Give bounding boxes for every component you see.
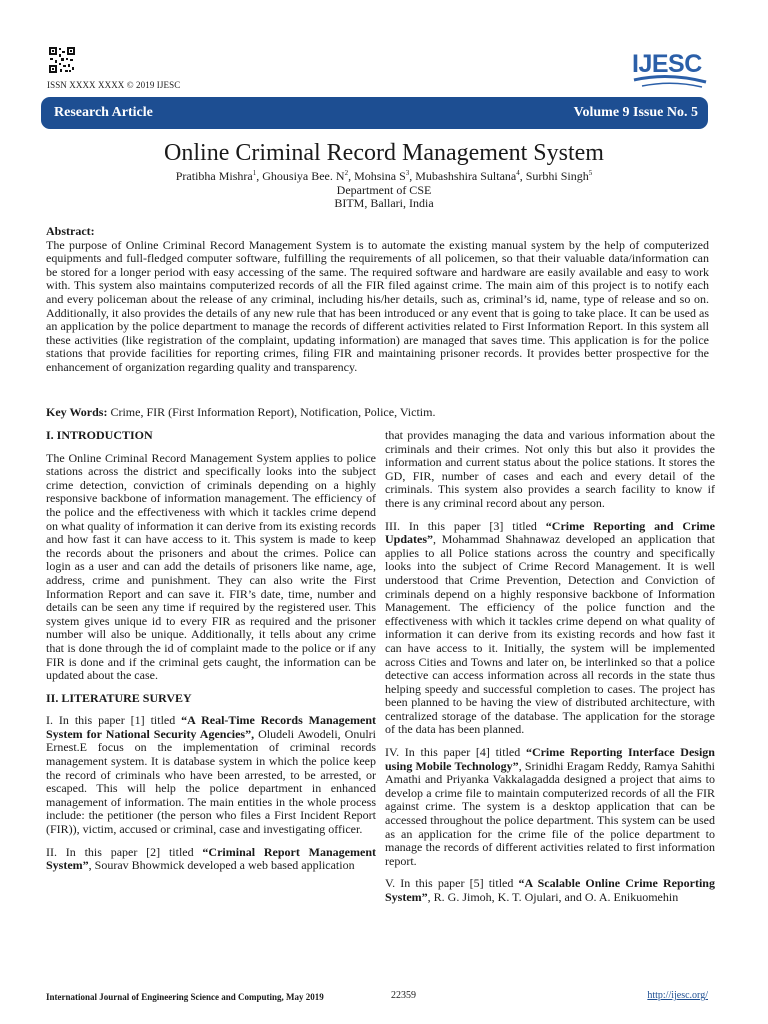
ref-title: “Crime Reporting and Crime Updates” <box>385 518 715 547</box>
lit-paragraph-1 <box>46 714 376 836</box>
ref-body: Oludeli Awodeli, Onulri Ernest.E focus on the implementation of criminal records management system. It is database system in which the police keep the record of criminals who have been arrested, to be arrested, or escaped. This will help the police department in enhanced management of information. The main entities in the whole process include: the petitioner (the person who files a First Incident Report (FIR)), victim, accused or criminal, case and investigating officer. <box>46 726 377 837</box>
author-affil: 3 <box>405 169 410 177</box>
article-type: Research Article <box>54 105 153 120</box>
section-heading-introduction: I. INTRODUCTION <box>46 428 153 442</box>
journal-logo <box>632 50 708 90</box>
logo-text: IJESC <box>632 50 702 78</box>
ref-title: “A Real-Time Records Management System for National Security Agencies”, <box>46 713 376 741</box>
department: Department of CSE <box>336 182 432 197</box>
right-column <box>385 429 715 914</box>
journal-name: International Journal of Engineering Science and Computing, May 2019 <box>46 992 324 1002</box>
left-column <box>46 429 376 882</box>
ref-lead: IV. In this paper [4] titled <box>385 745 526 760</box>
author-list: Pratibha Mishra$^1$, Ghousiya Bee. $N^2$, Mohsina $S^3$, Mubashshira Sultana$^4$, Surbhi Singh$^5$ <box>175 169 593 183</box>
ref-lead: I. In this paper [1] titled <box>46 713 182 728</box>
author-affil: 4 <box>516 169 520 177</box>
keywords-label: Key Words: <box>46 405 108 419</box>
institution: BITM, Ballari, India <box>334 196 434 210</box>
ref-title: “A Scalable Online Crime Reporting System” <box>385 876 715 904</box>
author-name: Surbhi Singh <box>525 169 589 183</box>
ref-body: , Srinidhi Eragam Reddy, Ramya Sahithi Amathi and Priyanka Vakkalagadda designed a project that aims to develop a crime file to maintain computerized records of all the FIR against crime. The system is a desktop application that can be accessed throughout the police department. This system can be used as an application for the crime file of the police department to manage the records of different activities related to first information report. <box>385 758 715 868</box>
lit-paragraph-5 <box>385 877 715 904</box>
lit-paragraph-3 <box>385 520 715 738</box>
ref-body: , R. G. Jimoh, K. T. Ojulari, and O. A. Enikuomehin <box>427 890 679 904</box>
ref-title: “Crime Reporting Interface Design using Mobile Technology” <box>385 745 715 773</box>
ref-lead: III. In this paper [3] titled <box>385 518 546 533</box>
article-type-band <box>41 97 708 129</box>
abstract <box>46 225 709 375</box>
lit-paragraph-2-continued: that provides managing the data and various information about the criminals and their crimes. Not only this but also it provides the information and current status about the police stations. It stores the GD, FIR, number of cases and each and every detail of the criminals. This system also provides a search facility to know if there is any criminal record about any person. <box>385 428 715 510</box>
author-name: Mohsina S <box>354 169 406 183</box>
ref-lead: V. In this paper [5] titled <box>385 876 519 891</box>
section-heading-literature-survey: II. LITERATURE SURVEY <box>46 690 192 705</box>
author-affil: 1 <box>252 169 257 177</box>
paper-title: Online Criminal Record Management System <box>164 140 604 166</box>
qr-code-icon <box>48 46 76 74</box>
ref-body: , Mohammad Shahnawaz developed an application that applies to all Police stations across the country and specifically looks into the subject of Crime Record Management. It is well understood that Crime Prevention, Detection and Conviction of criminals depend on a highly responsive backbone of Information Management. The efficiency of the police function and the effectiveness with which it tackles crime depend on what quality of information it can derive from its existing records and how fast it can have access to it. Initially, the system will be implemented across Cities and Towns and later on, be interlinked so that a police detective can access information across all records in the state thus helping speedy and successful completion to cases. The project has been planned to be having the view of distributed architecture, with centralized storage of the database. The application for the storage of the data has been planned. <box>385 532 715 737</box>
journal-url-link[interactable]: http://ijesc.org/ <box>647 990 708 1001</box>
author-affil: 5 <box>588 169 593 177</box>
ref-title: “Criminal Report Management System” <box>46 844 376 873</box>
logo-swoosh-icon <box>632 50 708 90</box>
author-name: Mubashshira Sultana <box>415 169 517 183</box>
abstract-text: The purpose of Online Criminal Record Management System is to automate the existing manual system by the help of computerized equipments and full-fledged computer software, fulfilling the requirements of all policemen, so that their valuable data/information can be stored for a longer period with easy accessing of the same. The required software and hardware are easily available and easy to work with. This system also maintains computerized records of all the FIR filed against crime. The main aim of this project is to notify each and every policeman about the release of any criminal, including his/her details, such as, criminal’s id, name, type of release and so on. Additionally, it also provides the details of any new rule that has been introduced or any event that is going to take place. It can be used as an application by the police department to manage the records of different activities related to First Information Report. In this system all these activities (like registration of the complaint, updating information) are managed that saves time. This application is for the police stations that provide facilities for reporting crimes, filing FIR and maintaining prisoner records. It provides better prospective for the enhancement of organization regarding quality and transparency. <box>46 237 709 374</box>
page-number: 22359 <box>391 990 416 1001</box>
keywords <box>46 405 709 420</box>
lit-paragraph-4 <box>385 746 715 868</box>
issn-line: ISSN XXXX XXXX © 2019 IJESC <box>47 80 181 90</box>
author-name: Ghousiya Bee. N <box>262 169 345 183</box>
intro-paragraph: The Online Criminal Record Management System applies to police stations across the district and specifically looks into the subject crime detection, conviction of criminals depending on a highly responsive backbone of information management. The efficiency of the police and the effectiveness with which it tackles crime depend on what quality of information it can derive from its existing records and how fast it can have access to it. This system is made to keep the records about the prisoners and about the crimes. Police can login as a user and can add the details of prisoners like name, age, address, crime and punishment. They can also write the First Information Report and can save it. FIR’s date, time, number and details can be seen any time if required by the registered user. This system gives unique id to every FIR as required and the prisoner number will also be unique. Additionally, it tells about any crime that is done through the id of complaint made to the police or if any FIR is done and if the criminal gets caught, the information can be updated about the case. <box>46 450 376 683</box>
volume-issue: Volume 9 Issue No. 5 <box>573 105 698 120</box>
keywords-text: Crime, FIR (First Information Report), Notification, Police, Victim. <box>107 405 436 419</box>
lit-paragraph-2 <box>46 846 376 873</box>
author-block <box>0 167 768 211</box>
ref-body: , Sourav Bhowmick developed a web based application <box>88 858 355 873</box>
author-name: Pratibha Mishra <box>175 169 253 183</box>
author-affil: 2 <box>344 169 349 177</box>
ref-lead: II. In this paper [2] titled <box>46 844 203 859</box>
abstract-heading: Abstract: <box>46 224 95 238</box>
